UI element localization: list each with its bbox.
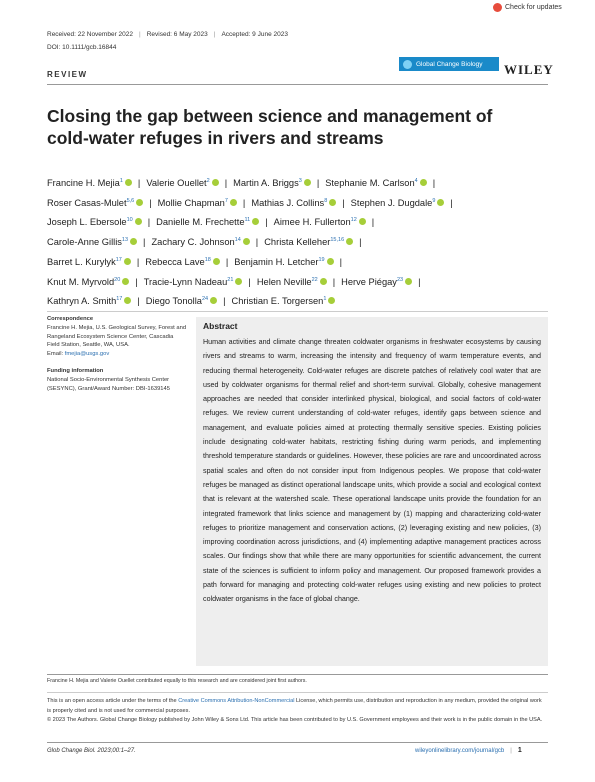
orcid-icon[interactable] — [136, 199, 143, 206]
abstract-heading: Abstract — [203, 321, 238, 331]
author[interactable] — [146, 296, 217, 306]
author-separator: | — [224, 178, 228, 189]
author-name: Martin A. Briggs — [233, 178, 299, 189]
affiliation-number: 8 — [324, 197, 328, 204]
author-separator: | — [223, 296, 226, 307]
orcid-icon[interactable] — [329, 199, 336, 206]
citation: Glob Change Biol. 2023;00:1–27. — [47, 748, 136, 754]
author-separator: | — [342, 197, 345, 208]
author-name: Joseph L. Ebersole — [47, 217, 127, 228]
author-separator: | — [137, 296, 140, 307]
author-separator: | — [248, 276, 251, 287]
affiliation-number: 18 — [204, 256, 211, 263]
affiliation-number: 5,6 — [126, 197, 135, 204]
divider — [47, 674, 548, 675]
author-name: Rebecca Lave — [145, 256, 205, 267]
author[interactable] — [47, 198, 143, 208]
author-separator: | — [136, 256, 140, 267]
orcid-icon[interactable] — [243, 238, 250, 245]
orcid-icon[interactable] — [346, 238, 353, 245]
author-name: Mollie Chapman — [157, 197, 225, 208]
revised-date: Revised: 6 May 2023 — [146, 31, 208, 38]
section-label: REVIEW — [47, 70, 88, 79]
affiliation-number: 15,16 — [330, 237, 345, 244]
author-name: Danielle M. Frechette — [156, 217, 245, 228]
author-name: Roser Casas-Mulet — [47, 197, 127, 208]
author-name: Mathias J. Collins — [251, 197, 325, 208]
author-name: Benjamin H. Letcher — [234, 256, 319, 267]
affiliation-number: 21 — [227, 276, 234, 283]
correspondence-heading: Correspondence — [47, 316, 94, 322]
affiliation-number: 24 — [201, 296, 209, 303]
orcid-icon[interactable] — [420, 179, 427, 186]
author[interactable] — [234, 257, 333, 267]
email-line — [47, 350, 187, 359]
affiliation-number: 22 — [311, 276, 318, 283]
divider — [47, 692, 548, 693]
author[interactable] — [146, 178, 218, 188]
correspondence-text: Francine H. Mejia, U.S. Geological Survey, Forest and Rangeland Ecosystem Science Center, Cascadia Field Station, Seattle, WA, USA. — [47, 324, 187, 349]
author[interactable] — [341, 277, 412, 287]
divider — [47, 84, 548, 85]
author[interactable] — [151, 237, 249, 247]
author-separator: | — [432, 178, 436, 189]
author[interactable] — [47, 217, 142, 227]
funding-heading: Funding information — [47, 367, 104, 374]
orcid-icon[interactable] — [130, 238, 137, 245]
check-updates-label: Check for updates — [505, 3, 562, 11]
author[interactable] — [233, 178, 311, 188]
author-name: Tracie-Lynn Nadeau — [143, 276, 228, 287]
orcid-icon[interactable] — [124, 297, 131, 304]
author-separator: | — [135, 276, 138, 287]
affiliation-number: 1 — [323, 296, 327, 303]
author-name: Valerie Ouellet — [146, 178, 207, 189]
author[interactable] — [47, 296, 131, 306]
affiliation-number: 17 — [116, 296, 123, 303]
license-post: License, which permits use, distribution and reproduction in any medium, provided the original work is properly cited and is not used for commercial purposes. — [47, 698, 542, 714]
article-title: Closing the gap between science and management of cold-water refuges in rivers and streams — [47, 106, 493, 148]
author[interactable] — [47, 277, 129, 287]
journal-logo[interactable] — [399, 57, 499, 71]
license-line — [47, 697, 547, 716]
affiliation-number: 10 — [126, 217, 133, 224]
author-name: Diego Tonolla — [145, 296, 202, 307]
orcid-icon[interactable] — [437, 199, 444, 206]
orcid-icon[interactable] — [304, 179, 311, 186]
author-name: Stephen J. Dugdale — [350, 197, 433, 208]
abstract-text: Human activities and climate change threaten coldwater organisms in freshwater ecosystems by causing rivers and streams to warm, increasing the intensity and frequency of warm temperature events, and reducing thermal heterogeneity. Cold-water refuges are discrete patches of relatively cool water that are used by coldwater organisms for thermal relief and short-term survival. Globally, cohesive management approaches are needed that consider interlinked physical, biological, and social factors of cold-water refuges. We review current understanding of cold-water refuges, identify gaps between science and management, and evaluate policies aimed at protecting thermally sensitive species. Existing policies include designating cold-water habitats, restricting fishing during warm periods, and implementing threshold temperature standards or guidelines. However, these policies are rare and uncoordinated across spatial scales and often do not consider input from Indigenous peoples. We propose that cold-water refuges be managed as distinct operational landscape units, which provide a social and ecological context that is relevant at the watershed scale. These operational landscape units provide the foundation for an integrated framework that links science and management by (1) mapping and characterizing cold-water refuges to prioritize management and conservation actions, (2) leveraging existing and new policies, (3) improving coordination across jurisdictions, and (4) implementing adaptive management practices across scales. Our findings show that while there are many opportunities for scientific advancement, the current state of the sciences is sufficient to inform policy and management. Our proposed framework provides a path forward for managing and protecting cold-water refuges using existing and new policies to protect coldwater organisms in the face of global change. — [203, 338, 541, 604]
author-separator: | — [265, 217, 268, 228]
orcid-icon[interactable] — [230, 199, 237, 206]
author[interactable] — [351, 198, 445, 208]
author[interactable] — [158, 198, 237, 208]
orcid-icon[interactable] — [327, 258, 334, 265]
globe-icon — [403, 60, 412, 69]
affiliation-number: 4 — [414, 178, 418, 184]
author-name: Francine H. Mejia — [47, 178, 120, 189]
author-separator: | — [255, 237, 259, 248]
affiliation-number: 14 — [234, 237, 241, 244]
sidebar — [47, 315, 187, 393]
accepted-date: Accepted: 9 June 2023 — [221, 31, 288, 38]
author[interactable] — [47, 178, 132, 188]
author-separator: | — [316, 178, 320, 189]
affiliation-number: 9 — [432, 197, 436, 204]
author-name: Zachary C. Johnson — [151, 237, 235, 248]
author-separator: | — [332, 276, 336, 287]
affiliation-number: 7 — [224, 197, 228, 204]
author-separator: | — [137, 178, 141, 189]
author[interactable] — [251, 198, 336, 208]
orcid-icon[interactable] — [252, 218, 259, 225]
author-separator: | — [149, 197, 152, 208]
orcid-icon[interactable] — [405, 278, 412, 285]
divider — [47, 311, 548, 312]
check-for-updates-button[interactable] — [493, 0, 595, 14]
author[interactable] — [274, 217, 366, 227]
author-separator: | — [242, 197, 246, 208]
affiliation-number: 3 — [298, 178, 302, 184]
author-name: Barret L. Kurylyk — [47, 256, 116, 267]
affiliation-number: 2 — [206, 178, 210, 184]
author-name: Carole-Anne Gillis — [47, 237, 122, 248]
author[interactable] — [47, 257, 131, 267]
affiliation-number: 23 — [396, 276, 404, 283]
abstract-box — [196, 317, 548, 666]
author-separator: | — [418, 276, 421, 287]
orcid-icon[interactable] — [135, 218, 142, 225]
affiliation-number: 13 — [121, 237, 129, 244]
license-pre: This is an open access article under the terms of the — [47, 698, 179, 704]
orcid-icon[interactable] — [320, 278, 327, 285]
author-name: Kathryn A. Smith — [47, 296, 117, 307]
divider: | — [213, 31, 216, 38]
divider — [47, 742, 548, 743]
author[interactable] — [325, 178, 426, 188]
updates-icon — [493, 3, 502, 12]
affiliation-number: 19 — [318, 256, 325, 263]
author-separator: | — [143, 237, 146, 248]
orcid-icon[interactable] — [122, 278, 129, 285]
author[interactable] — [264, 237, 353, 247]
author-separator: | — [339, 256, 343, 267]
affiliation-number: 12 — [350, 217, 357, 224]
orcid-icon[interactable] — [328, 297, 335, 304]
author-separator: | — [359, 237, 362, 248]
author-name: Christian E. Torgersen — [231, 296, 324, 307]
author-name: Helen Neville — [256, 276, 312, 287]
author-name: Aimee H. Fullerton — [273, 217, 351, 228]
author-separator: | — [225, 256, 229, 267]
author[interactable] — [144, 277, 243, 287]
orcid-icon[interactable] — [210, 297, 217, 304]
email-link[interactable]: fmejia@usgs.gov — [64, 351, 110, 358]
orcid-icon[interactable] — [213, 258, 220, 265]
orcid-icon[interactable] — [125, 179, 132, 186]
license-link[interactable]: Creative Commons Attribution-NonCommercial — [178, 698, 295, 704]
joint-authors-footnote: Francine H. Mejia and Valerie Ouellet contributed equally to this research and are considered joint first authors. — [47, 678, 307, 684]
author-name: Knut M. Myrvold — [47, 276, 115, 287]
affiliation-number: 20 — [114, 276, 121, 283]
author[interactable] — [156, 217, 259, 227]
author-separator: | — [450, 197, 453, 208]
orcid-icon[interactable] — [359, 218, 366, 225]
affiliation-number: 1 — [119, 178, 123, 184]
affiliation-number: 17 — [115, 256, 122, 263]
orcid-icon[interactable] — [124, 258, 131, 265]
email-label: Email: — [47, 351, 64, 358]
copyright-text: © 2023 The Authors. Global Change Biology published by John Wiley & Sons Ltd. This article has been contributed to by U.S. Government employees and their work is in the public domain in the USA. — [47, 717, 543, 724]
license-notice — [47, 697, 547, 726]
divider: | — [510, 747, 512, 754]
funding-text: National Socio-Environmental Synthesis Center (SESYNC), Grant/Award Number: DBI-1639145 — [47, 376, 170, 392]
journal-url-link[interactable]: wileyonlinelibrary.com/journal/gcb — [415, 747, 505, 754]
author[interactable] — [47, 237, 137, 247]
affiliation-number: 11 — [244, 217, 251, 224]
footer-right — [415, 747, 522, 754]
divider: | — [139, 31, 141, 38]
page-number: 1 — [517, 747, 522, 754]
author[interactable] — [257, 277, 327, 287]
author-name: Herve Piégay — [341, 276, 397, 287]
author-separator: | — [371, 217, 375, 228]
author[interactable] — [232, 296, 336, 306]
orcid-icon[interactable] — [235, 278, 242, 285]
received-date: Received: 22 November 2022 — [47, 31, 133, 38]
author-name: Stephanie M. Carlson — [325, 178, 415, 189]
author-list — [47, 173, 557, 311]
publisher-logo: WILEY — [504, 62, 554, 77]
author[interactable] — [145, 257, 220, 267]
orcid-icon[interactable] — [212, 179, 219, 186]
doi[interactable]: DOI: 10.1111/gcb.16844 — [47, 44, 117, 51]
journal-name: Global Change Biology — [416, 60, 483, 68]
article-dates — [47, 31, 288, 38]
author-separator: | — [147, 217, 151, 228]
author-name: Christa Kelleher — [264, 237, 331, 248]
